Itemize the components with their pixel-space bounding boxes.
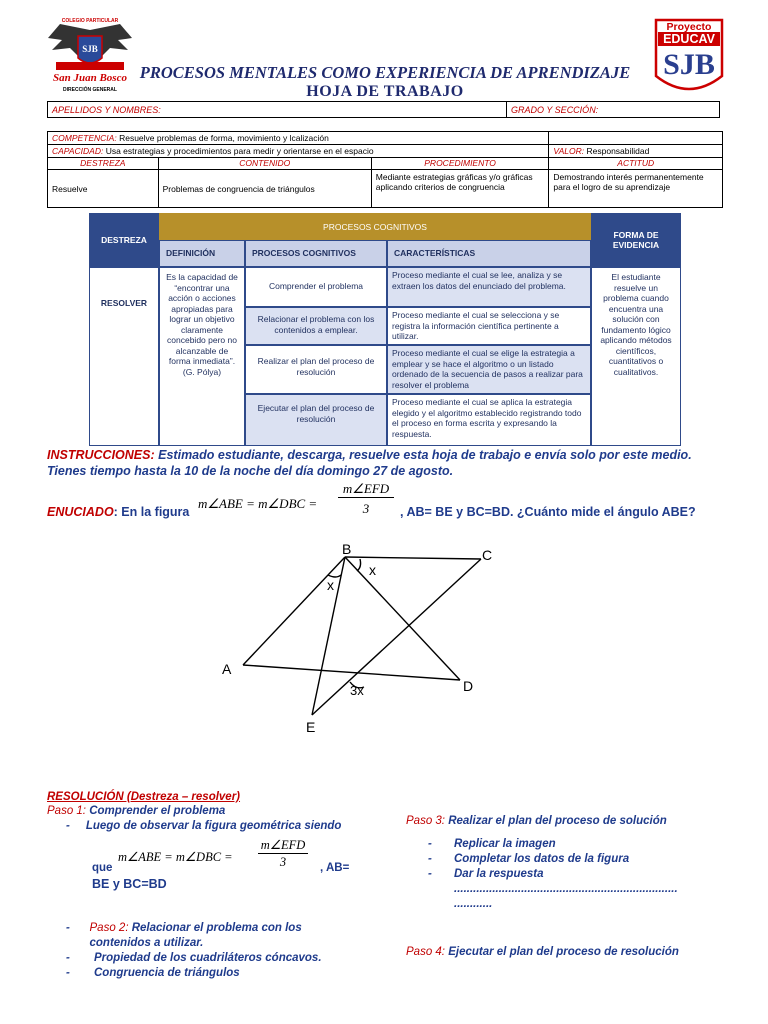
step3-item-3: Dar la respuesta <box>454 868 544 880</box>
step3-text: Realizar el plan del proceso de solución <box>448 815 667 827</box>
step3 <box>406 815 667 827</box>
page-subtitle: HOJA DE TRABAJO <box>306 83 464 100</box>
answer-line-1[interactable]: ...................................................................... <box>454 883 678 895</box>
que-word: que <box>92 862 113 874</box>
caracteristica-3: Proceso mediante el cual se elige la estrategia a emplear y se hace el algoritmo o un listado ordenado de la secuencia de pasos a realizar para resolver el problema <box>387 345 591 394</box>
step1-formula-denominator: 3 <box>279 855 287 869</box>
step3-label: Paso 3: <box>406 815 445 827</box>
statement-label: ENUCIADO <box>47 505 114 519</box>
step1-item: - Luego de observar la figura geométrica siendo <box>66 820 342 832</box>
instructions-text: Estimado estudiante, descarga, resuelve esta hoja de trabajo e envía solo por este medio. <box>158 448 692 462</box>
step4-text: Ejecutar el plan del proceso de resolución <box>448 946 679 958</box>
proceso-3: Realizar el plan del proceso de resolución <box>245 345 387 394</box>
processes-table <box>89 213 681 446</box>
step1-label: Paso 1: <box>47 805 86 817</box>
angle-x-left: x <box>327 577 334 593</box>
step2: - Paso 2: Relacionar el problema con los contenidos a utilizar. - Propiedad de los cuadriláteros cóncavos. - Congruencia de triángulos <box>66 922 322 979</box>
point-e-label: E <box>306 719 316 735</box>
resolution-title: RESOLUCIÓN (Destreza – resolver) <box>47 791 241 803</box>
col-procesos: PROCESOS COGNITIVOS <box>245 240 387 267</box>
step1-formula-numerator: m∠EFD <box>258 837 308 854</box>
segment-ce <box>312 559 481 715</box>
segment-ba <box>243 557 345 665</box>
statement-lead <box>47 505 189 519</box>
header-actitud: ACTITUD <box>549 158 723 170</box>
statement-question: , AB= BE y BC=BD. ¿Cuánto mide el ángulo ABE? <box>400 505 696 519</box>
proceso-4: Ejecutar el plan del proceso de resolución <box>245 394 387 446</box>
header-procedimiento: PROCEDIMIENTO <box>371 158 549 170</box>
row-destreza: Resuelve <box>48 170 159 208</box>
row-contenido: Problemas de congruencia de triángulos <box>158 170 371 208</box>
ab-text: , AB= <box>320 862 350 874</box>
competencia-text: Resuelve problemas de forma, movimiento y lcalización <box>119 133 329 143</box>
project-name: EDUCAV <box>663 32 715 46</box>
formula-left: m∠ABE = m∠DBC = <box>198 496 318 511</box>
step1-formula-left: m∠ABE = m∠DBC = <box>118 850 233 864</box>
segment-bd <box>345 557 460 680</box>
step4 <box>406 946 679 958</box>
geometry-figure <box>210 535 520 735</box>
step4-label: Paso 4: <box>406 946 445 958</box>
angle-3x: 3x <box>350 683 364 698</box>
student-info-table <box>47 101 720 118</box>
names-field[interactable]: APELLIDOS Y NOMBRES: <box>48 102 507 118</box>
formula-denominator: 3 <box>362 501 370 516</box>
statement-lead-text: : En la figura <box>113 505 190 519</box>
evidencia-text: El estudiante resuelve un problema cuando encuentra una solución con fundamento lógico aplicando métodos científicos, cuantitativos o cualitativos. <box>591 267 681 446</box>
proceso-1: Comprender el problema <box>245 267 387 307</box>
school-sub: DIRECCIÓN GENERAL <box>63 87 117 93</box>
procesos-group-header: PROCESOS COGNITIVOS <box>159 213 591 240</box>
step1 <box>47 805 225 817</box>
definicion-text: Es la capacidad de “encontrar una acción o acciones apropiadas para lograr un objetivo claramente concebido pero no alcanzable de forma inmediata”. (G. Pólya) <box>159 267 245 446</box>
point-d-label: D <box>463 678 474 694</box>
point-b-label: B <box>342 541 352 557</box>
project-top: Proyecto <box>666 21 712 33</box>
row-procedimiento: Mediante estrategias gráficas y/o gráficas aplicando criterios de congruencia <box>371 170 549 208</box>
valor-text: Responsabilidad <box>586 146 650 156</box>
project-monogram: SJB <box>663 48 715 81</box>
angle-arc-dbc <box>357 559 361 571</box>
formula-numerator: m∠EFD <box>338 481 394 498</box>
header-destreza: DESTREZA <box>48 158 159 170</box>
evidence-header: FORMA DE EVIDENCIA <box>591 213 681 267</box>
header-contenido: CONTENIDO <box>158 158 371 170</box>
school-name: San Juan Bosco <box>53 72 127 84</box>
caracteristica-1: Proceso mediante el cual se lee, analiza y se extraen los datos del enunciado del problema. <box>387 267 591 307</box>
destreza-resolver: RESOLVER <box>89 267 159 446</box>
angle-x-right: x <box>369 562 376 578</box>
step2-text: Relacionar el problema con los contenidos a utilizar. <box>89 922 302 949</box>
step2-label: Paso 2: <box>89 922 129 934</box>
be-bc-text: BE y BC=BD <box>92 877 167 891</box>
grade-field[interactable]: GRADO Y SECCIÓN: <box>507 102 720 118</box>
step1-text: Comprender el problema <box>89 805 226 817</box>
competency-table <box>47 131 723 208</box>
caracteristica-2: Proceso mediante el cual se selecciona y se registra la información científica pertinente a utilizar. <box>387 307 591 345</box>
point-c-label: C <box>482 547 493 563</box>
capacidad-label: CAPACIDAD: <box>52 146 104 156</box>
point-a-label: A <box>222 661 232 677</box>
step2-item-2: Congruencia de triángulos <box>94 967 240 979</box>
segment-bc <box>345 557 481 559</box>
col-caracteristicas: CARACTERÍSTICAS <box>387 240 591 267</box>
capacidad-text: Usa estrategias y procedimientos para medir y orientarse en el espacio <box>105 146 374 156</box>
instructions-deadline: Tienes tiempo hasta la 10 de la noche del día domingo 27 de agosto. <box>47 464 454 478</box>
page-title: PROCESOS MENTALES COMO EXPERIENCIA DE APRENDIZAJE <box>139 63 631 82</box>
competencia-label: COMPETENCIA: <box>52 133 117 143</box>
valor-label: VALOR: <box>553 146 585 156</box>
svg-text:SJB: SJB <box>82 44 98 54</box>
row-actitud: Demostrando interés permanentemente para el logro de su aprendizaje <box>549 170 723 208</box>
destreza-header: DESTREZA <box>89 213 159 267</box>
caracteristica-4: Proceso mediante el cual se aplica la estrategia elegido y el algoritmo establecido registrando todo el proceso en forma escrita y expresando la respuesta. <box>387 394 591 446</box>
step3-item-1: Replicar la imagen <box>454 838 556 850</box>
col-definicion: DEFINICIÓN <box>159 240 245 267</box>
instructions <box>47 447 737 479</box>
answer-line-2[interactable]: ............ <box>454 898 493 910</box>
proceso-2: Relacionar el problema con los contenidos a emplear. <box>245 307 387 345</box>
instructions-label: INSTRUCCIONES: <box>47 448 155 462</box>
step2-item-1: Propiedad de los cuadriláteros cóncavos. <box>94 952 322 964</box>
step3-item-2: Completar los datos de la figura <box>454 853 630 865</box>
school-top-text: COLEGIO PARTICULAR <box>61 18 119 24</box>
step3-list: - Replicar la imagen - Completar los datos de la figura - Dar la respuesta ...................................................................... ............ <box>428 837 728 912</box>
